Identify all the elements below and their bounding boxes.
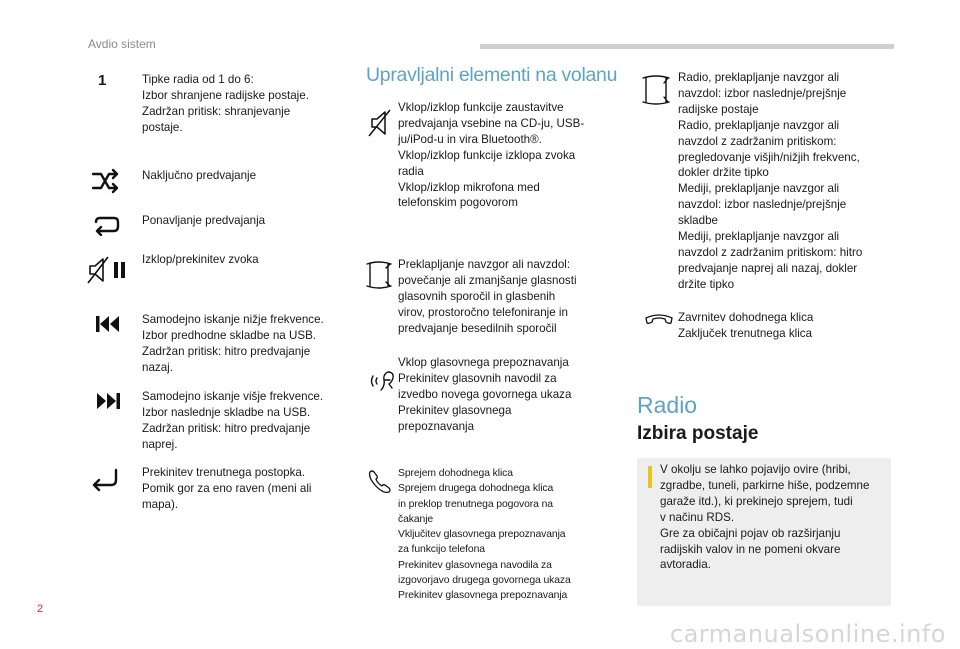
watermark: carmanualsonline.info: [669, 620, 946, 648]
mute-icon: [366, 108, 394, 138]
section-header-title: Avdio sistem: [88, 37, 156, 51]
repeat-icon: [90, 214, 122, 236]
info-text: V okolju se lahko pojavijo ovire (hribi, zgradbe, tuneli, parkirne hiše, podzemne garaže itd.), ki prekinejo sprejem, tudi v načinu RDS. Gre za običajni pojav ob razširjanju radijskih valov in ne pomeni okvare avtoradia.: [660, 463, 870, 572]
entry-seek-down: Samodejno iskanje nižje frekvence. Izbor predhodne skladbe na USB. Zadržan pritisk: hitro predvajanje nazaj.: [142, 313, 324, 374]
entry-back: Prekinitev trenutnega postopka. Pomik gor za eno raven (meni ali mapa).: [142, 466, 312, 511]
scroll-wheel-icon: [640, 72, 672, 108]
entry-phone-hangup: Zavrnitev dohodnega klica Zaključek trenutnega klica: [678, 311, 814, 340]
station-selection-subtitle: Izbira postaje: [637, 423, 759, 444]
radio-section-title: Radio: [637, 392, 698, 418]
phone-answer-icon: [366, 468, 396, 494]
entry-radio-presets: Tipke radia od 1 do 6: Izbor shranjene radijske postaje. Zadržan pritisk: shranjevanje postaje.: [142, 73, 309, 134]
back-arrow-icon: [88, 466, 124, 492]
entry-repeat: Ponavljanje predvajanja: [142, 214, 266, 227]
voice-command-icon: [368, 366, 398, 396]
entry-mute: Izklop/prekinitev zvoka: [142, 253, 259, 266]
entry-volume: Preklapljanje navzgor ali navzdol: povečanje ali zmanjšanje glasnosti glasovnih sporočil in glasbenih virov, prostoročno telefoniranje in predvajanje besedilnih sporočil: [398, 258, 577, 335]
shuffle-icon: [90, 168, 120, 194]
entry-mute-steering: Vklop/izklop funkcije zaustavitve predvajanja vsebine na CD-ju, USB- ju/iPod-u in vira Bluetooth®. Vklop/izklop funkcije izklopa zvoka radia Vklop/izklop mikrofona med telefonskim pogovorom: [398, 101, 585, 210]
steering-controls-title: Upravljalni elementi na volanu: [366, 64, 618, 86]
header-divider-bar: [480, 44, 894, 49]
entry-phone-answer: Sprejem dohodnega klica Sprejem drugega dohodnega klica in preklop trenutnega pogovora na čakanje Vključitev glasovnega prepoznavanja za funkcijo telefona Prekinitev glasovnega navodila za izgovorjavo drugega govornega ukaza Prekinitev glasovnega prepoznavanja: [398, 468, 571, 602]
phone-hangup-icon: [643, 310, 675, 330]
page-number: 2: [37, 603, 44, 615]
skip-next-icon: [94, 391, 122, 411]
number-1-icon: 1: [98, 72, 107, 89]
skip-previous-icon: [94, 314, 122, 334]
volume-wheel-icon: [364, 258, 394, 292]
entry-shuffle: Naključno predvajanje: [142, 169, 257, 182]
entry-scroll-wheel: Radio, preklapljanje navzgor ali navzdol: izbor naslednje/prejšnje radijske postaje Radio, preklapljanje navzgor ali navzdol z zadržanim pritiskom: pregledovanje višjih/nižjih frekvenc, dokler držite tipko Mediji, preklapljanje navzgor ali navzdol: izbor naslednje/prejšnje skladbe Mediji, preklapljanje navzgor ali navzdol z zadržanim pritiskom: hitro predvajanje naprej ali nazaj, dokler držite tipko: [678, 71, 863, 291]
entry-voice: Vklop glasovnega prepoznavanja Prekinitev glasovnih navodil za izvedbo novega govornega ukaza Prekinitev glasovnega prepoznavanja: [398, 356, 572, 433]
entry-seek-up: Samodejno iskanje višje frekvence. Izbor naslednje skladbe na USB. Zadržan pritisk: hitro predvajanje naprej.: [142, 390, 324, 451]
mute-pause-icon: [86, 255, 128, 285]
info-marker-bar: [648, 466, 652, 488]
